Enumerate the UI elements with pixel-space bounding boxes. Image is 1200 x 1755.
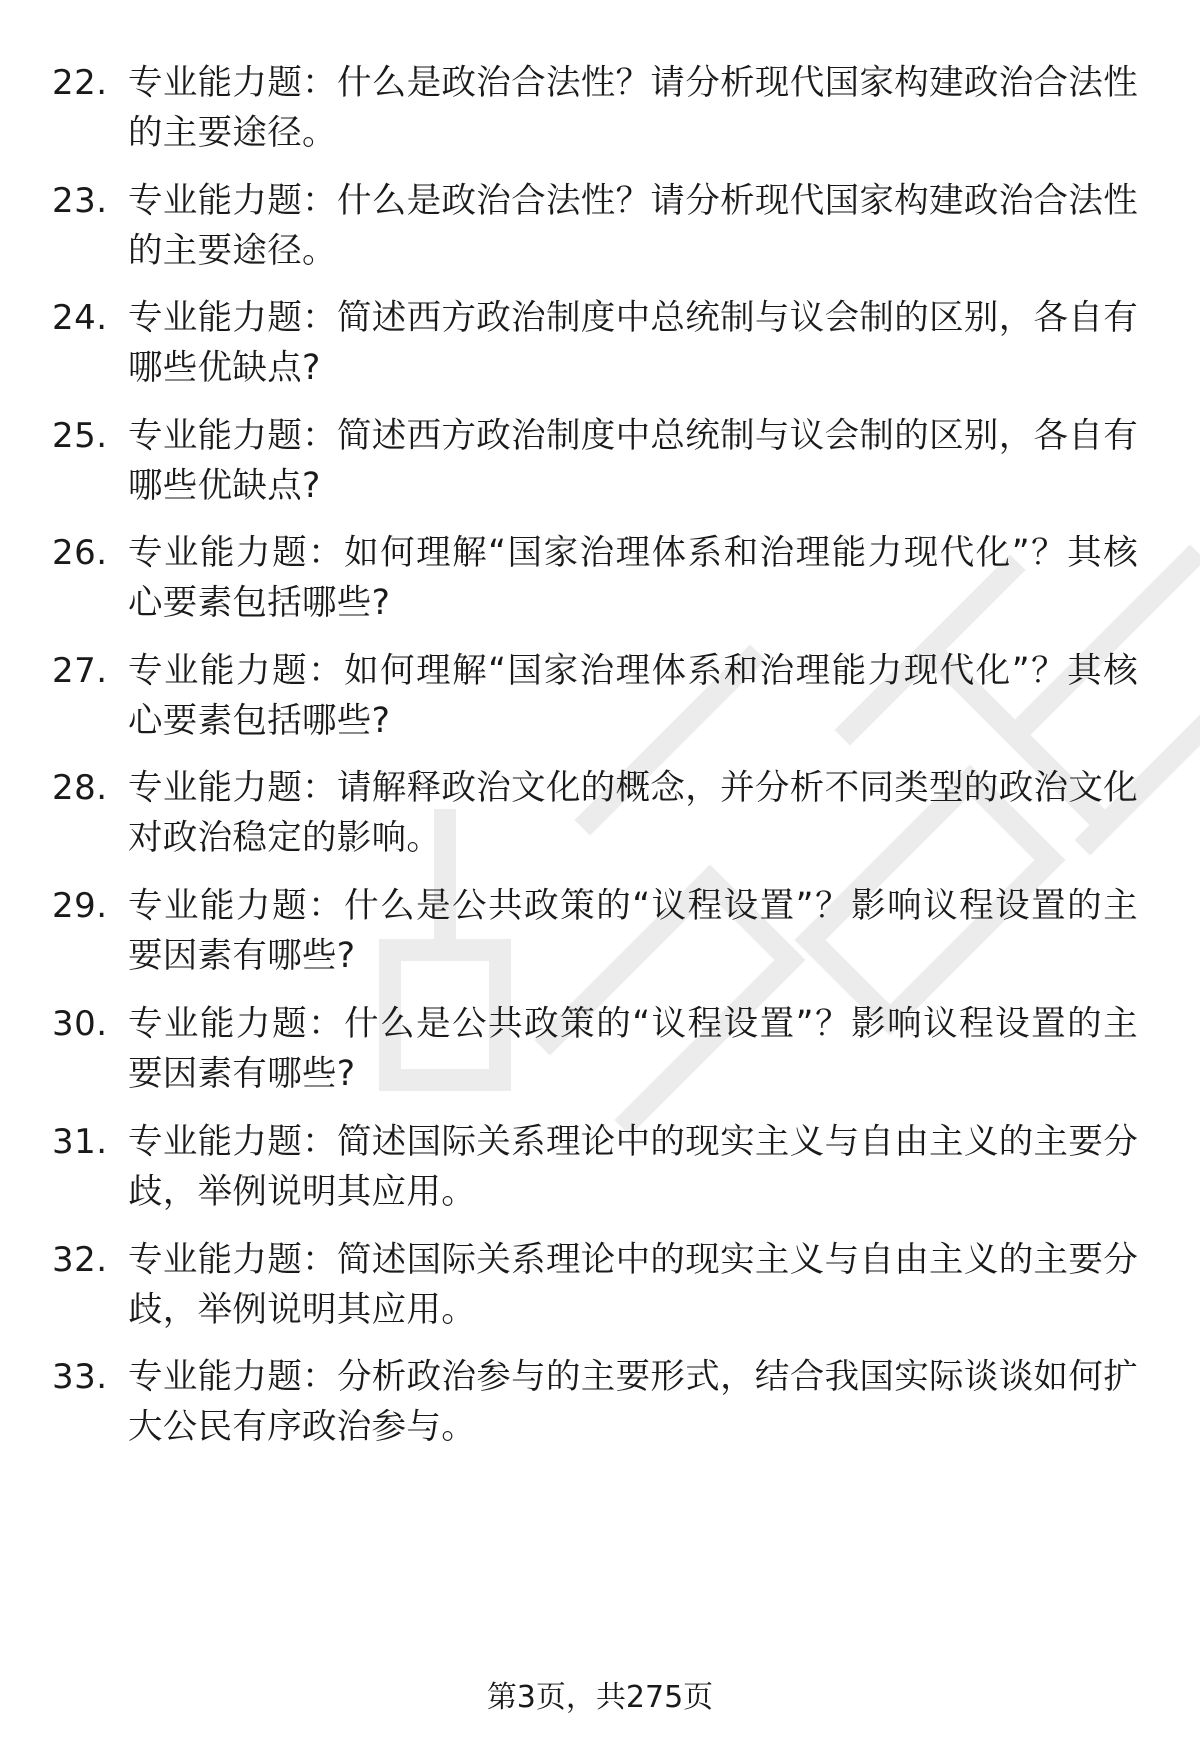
- question-text: 专业能力题：什么是公共政策的“议程设置”？影响议程设置的主要因素有哪些?: [128, 1004, 1138, 1094]
- question-number: 22.: [52, 63, 108, 103]
- question-text: 专业能力题：什么是政治合法性？请分析现代国家构建政治合法性的主要途径。: [128, 63, 1138, 153]
- question-number: 24.: [52, 298, 108, 338]
- question-text: 专业能力题：什么是公共政策的“议程设置”？影响议程设置的主要因素有哪些?: [128, 886, 1138, 976]
- page-number-label: 第3页，共275页: [486, 1680, 714, 1715]
- question-number: 33.: [52, 1357, 108, 1397]
- question-item: [0, 1235, 1200, 1335]
- question-number: 30.: [52, 1004, 108, 1044]
- question-text: 专业能力题：如何理解“国家治理体系和治理能力现代化”？其核心要素包括哪些?: [128, 651, 1138, 741]
- question-number: 26.: [52, 533, 108, 573]
- question-number: 31.: [52, 1122, 108, 1162]
- question-number: 23.: [52, 181, 108, 221]
- question-item: [0, 528, 1200, 628]
- question-item: [0, 411, 1200, 511]
- question-item: [0, 881, 1200, 981]
- question-item: [0, 1352, 1200, 1452]
- question-text: 专业能力题：简述西方政治制度中总统制与议会制的区别，各自有哪些优缺点?: [128, 298, 1138, 388]
- question-item: [0, 646, 1200, 746]
- question-text: 专业能力题：简述国际关系理论中的现实主义与自由主义的主要分歧，举例说明其应用。: [128, 1240, 1138, 1330]
- question-number: 32.: [52, 1240, 108, 1280]
- question-text: 专业能力题：什么是政治合法性？请分析现代国家构建政治合法性的主要途径。: [128, 181, 1138, 271]
- question-number: 27.: [52, 651, 108, 691]
- question-text: 专业能力题：分析政治参与的主要形式，结合我国实际谈谈如何扩大公民有序政治参与。: [128, 1357, 1138, 1447]
- page-footer: [0, 1676, 1200, 1720]
- question-item: [0, 999, 1200, 1099]
- question-text: 专业能力题：简述西方政治制度中总统制与议会制的区别，各自有哪些优缺点?: [128, 416, 1138, 506]
- question-number: 28.: [52, 768, 108, 808]
- question-number: 29.: [52, 886, 108, 926]
- question-text: 专业能力题：请解释政治文化的概念，并分析不同类型的政治文化对政治稳定的影响。: [128, 768, 1138, 858]
- question-item: [0, 176, 1200, 276]
- question-item: [0, 763, 1200, 863]
- question-item: [0, 1117, 1200, 1217]
- question-text: 专业能力题：如何理解“国家治理体系和治理能力现代化”？其核心要素包括哪些?: [128, 533, 1138, 623]
- question-number: 25.: [52, 416, 108, 456]
- question-item: [0, 58, 1200, 158]
- question-text: 专业能力题：简述国际关系理论中的现实主义与自由主义的主要分歧，举例说明其应用。: [128, 1122, 1138, 1212]
- question-item: [0, 293, 1200, 393]
